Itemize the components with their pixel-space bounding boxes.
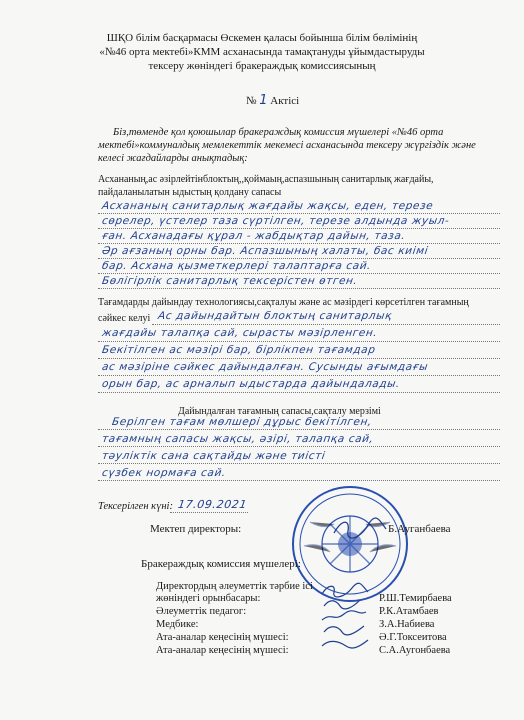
section3-hand-2: тағамның сапасы жақсы, әзірі, талапқа сай, [101,433,375,445]
member-1-name: Р.Ш.Темирбаева [379,593,452,604]
act-title-word: Актісі [270,95,300,107]
section2-hand-1: Ас дайындайтын блоктың санитарлық [157,310,393,322]
section2-label-2: сәйкес келуі [98,313,151,324]
director-signature [330,515,390,541]
director-label: Мектеп директоры: [150,523,242,535]
section1-label-1: Асхананың,ас әзірлейтінблоктың,,қоймаың,аспазшының санитарлық жағдайы, [98,174,434,185]
header-line-1: ШҚО білім басқармасы Өскемен қаласы бойынша білім бөлімінің [106,32,418,44]
section1-hand-1: Асхананың санитарлық жағдайы жақсы, еден, терезе [101,200,435,212]
section3-hand-1: Берілген тағам мөлшері дұрыс бекітілген, [111,416,373,428]
section3-hand-4: сүзбек нормаға сай. [101,467,227,479]
member-5-role: Ата-аналар кеңесінің мүшесі: [156,645,289,656]
section3-label: Дайындалған тағамның сапасы,сақталу мерзімі [178,406,381,417]
member-1-role-2: жөніндегі орынбасары: [156,593,261,604]
member-3-role: Медбике: [156,619,199,630]
intro-line-1: Біз,төменде қол қоюшылар бракераждық комиссия мүшелері «№46 орта [113,127,444,138]
section2-hand-2: жағдайы талапқа сай, сырасты мәзірленген. [101,327,379,339]
section1-hand-5: бар. Асхана қызметкерлері талаптарға сай. [101,260,372,272]
section1-hand-6: Бөлігірлік санитарлық тексерістен өтген. [101,275,359,287]
section2-hand-4: ас мәзіріне сәйкес дайындалған. Сусынды ағымдағы [101,361,429,373]
section2-hand-3: Бекітілген ас мәзірі бар, бірлікпен тағамдар [101,344,377,356]
intro-line-2: мектебі»коммуналдық мемлекеттік мекемесі асханасында тексеру жүргіздік және [98,140,476,151]
director-name: Б.Ауганбаева [388,523,451,535]
act-prefix: № [246,95,257,107]
section3-hand-3: тәуліктік сана сақтайды және тиісті [101,450,327,462]
section1-hand-4: Әр ағзаның орны бар. Аспазшының халаты, бас киімі [101,245,430,257]
member-1-role: Директордың әлеуметтік тәрбие ісі [156,581,313,592]
section2-hand-5: орын бар, ас арналып ыдыстарда дайындалады. [101,378,401,390]
member-signatures [318,582,372,658]
commission-title: Бракераждық комиссия мүшелері: [141,558,301,570]
header-line-3: тексеру жөніндегі бракераждық комиссиясының [148,60,376,72]
header-line-2: «№46 орта мектебі»КММ асханасында тамақтануды ұйымдастыруды [99,46,425,58]
member-3-name: З.А.Набиева [379,619,435,630]
intro-line-3: келесі жағдайларды анықтадық: [98,153,248,164]
section1-hand-2: сөрелер, үстелер таза сүртілген, терезе алдында жуыл- [101,215,451,227]
act-number: 1 [259,93,268,108]
section1-label-2: пайдаланылатын ыдыстың қолдану сапасы [98,187,282,198]
member-2-role: Әлеуметтік педагог: [156,606,247,617]
member-5-name: С.А.Аугонбаева [379,645,451,656]
section1-hand-3: ған. Асханадағы құрал - жабдықтар дайын, таза. [101,230,407,242]
member-4-role: Ата-аналар кеңесінің мүшесі: [156,632,289,643]
date-value: 17.09.2021 [177,498,248,511]
section2-label-1: Тағамдарды дайындау технологиясы,сақталуы және ас мәзірдегі көрсетілген тағамның [98,297,469,308]
member-2-name: Р.К.Атамбаев [379,606,439,617]
date-label: Тексерілген күні: [98,501,173,512]
act-title [246,94,299,108]
member-4-name: Ә.Г.Токсеитова [379,632,447,643]
